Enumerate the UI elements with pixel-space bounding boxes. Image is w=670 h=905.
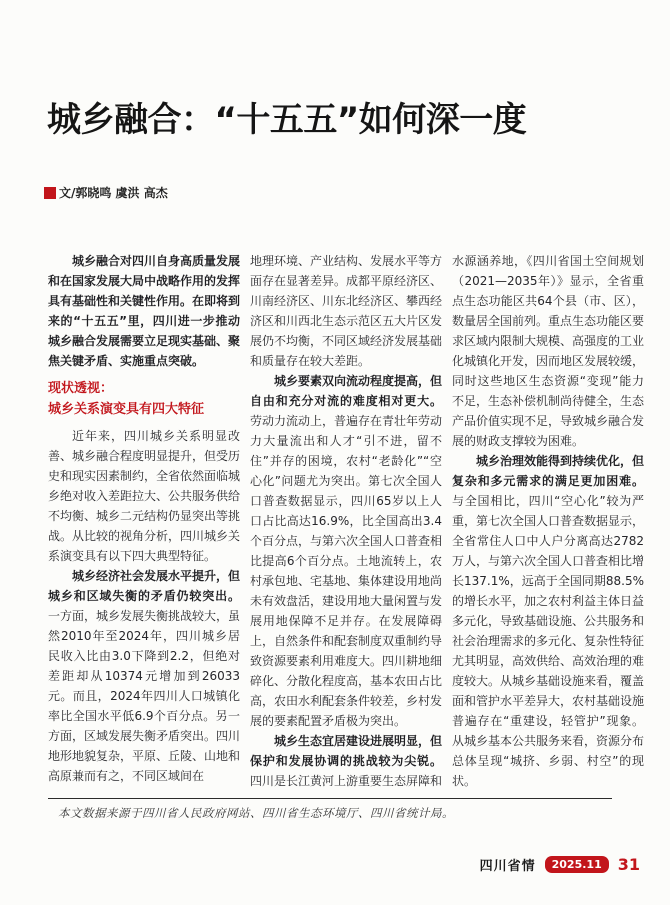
paragraph: 地理环境、产业结构、发展水平等方面存在显著差异。成都平原经济区、川南经济区、川东北经济区、攀西经济区和川西北生态示范区五大片区发展仍不均衡，不同区域经济发展基础和质量存在较大差距。 — [250, 254, 443, 368]
article-column-1 — [48, 251, 240, 791]
paragraph: 城乡融合对四川自身高质量发展和在国家发展大局中战略作用的发挥具有基础性和关键性作用。在即将到来的“十五五”里，四川进一步推动城乡融合发展需要立足现实基础、聚焦关键矛盾、实施重点突破。 — [48, 254, 241, 368]
paragraph: 城乡经济社会发展水平提升，但城乡和区域失衡的矛盾仍较突出。一方面，城乡发展失衡挑战较大，虽然2010年至2024年，四川城乡居民收入比由3.0下降到2.2，但绝对差距却从10374元增加到26033元。而且，2024年四川人口城镇化率比全国水平低6.9个百分点。另一方面，区域发展失衡矛盾突出。四川地形地貌复杂，平原、丘陵、山地和高原兼而有之，不同区域间在 — [48, 569, 241, 783]
article-columns — [48, 251, 644, 791]
article-column-2 — [250, 251, 442, 791]
byline — [44, 184, 168, 201]
article-title: 城乡融合：“十五五”如何深一度 — [47, 100, 527, 140]
paragraph: 城乡要素双向流动程度提高，但自由和充分对流的难度相对更大。劳动力流动上，普遍存在青壮年劳动力大量流出和人才“引不进，留不住”并存的困境，农村“老龄化”“空心化”问题尤为突出。第七次全国人口普查数据显示，四川65岁以上人口占比高达16.9%，比全国高出3.4个百分点，与第六次全国人口普查相比提高6个百分点。土地流转上，农村承包地、宅基地、集体建设用地尚未有效盘活，建设用地大量闲置与发展用地保障不足并存。在发展障碍上，自然条件和配套制度双重制约导致资源要素利用难度大。四川耕地细碎化、分散化程度高，基本农田占比高，农田水利配套条件较差，乡村发展的要素配置矛盾极为突出。 — [250, 374, 443, 728]
byline-marker-icon — [44, 187, 56, 199]
issue-badge: 2025.11 — [545, 856, 609, 873]
article-column-3 — [452, 251, 644, 791]
paragraph: 水源涵养地，《四川省国土空间规划（2021—2035年）》显示，全省重点生态功能区共64个县（市、区），数量居全国前列。重点生态功能区要求区域内限制大规模、高强度的工业化城镇化开发，因而地区发展较缓，同时这些地区生态资源“变现”能力不足，生态补偿机制尚待健全，生态产品价值实现不足，导致城乡融合发展的财政支撑较为困难。 — [452, 254, 645, 448]
footnote-text: 本文数据来源于四川省人民政府网站、四川省生态环境厅、四川省统计局。 — [58, 806, 454, 820]
byline-text: 文/郭晓鸣 虞洪 高杰 — [59, 186, 168, 200]
section-heading: 现状透视： 城乡关系演变具有四大特征 — [48, 381, 205, 417]
paragraph: 近年来，四川城乡关系明显改善、城乡融合程度明显提升，但受历史和现实因素制约，全省依然面临城乡绝对收入差距拉大、公共服务供给不均衡、城乡二元结构仍显突出等挑战。从比较的视角分析，四川城乡关系演变具有以下四大典型特征。 — [48, 429, 241, 563]
paragraph: 城乡生态宜居建设进展明显，但保护和发展协调的挑战较为尖锐。四川是长江黄河上游重要生态屏障和 — [250, 734, 443, 788]
page-number: 31 — [617, 855, 640, 874]
footnote-divider — [48, 798, 612, 799]
paragraph: 城乡治理效能得到持续优化，但复杂和多元需求的满足更加困难。与全国相比，四川“空心化”较为严重，第七次全国人口普查数据显示，全省常住人口中人户分离高达2782万人，与第六次全国人口普查相比增长137.1%，远高于全国同期88.5%的增长水平，加之农村利益主体日益多元化，导致基础设施、公共服务和社会治理需求的多元化、复杂性特征尤其明显，高效供给、高效治理的难度较大。从城乡基础设施来看，覆盖面和管护水平差异大，农村基础设施普遍存在“重建设，轻管护”现象。从城乡基本公共服务来看，资源分布总体呈现“城挤、乡弱、村空”的现状。 — [452, 454, 645, 788]
magazine-name: 四川省情 — [479, 859, 536, 874]
page-footer — [480, 855, 640, 874]
